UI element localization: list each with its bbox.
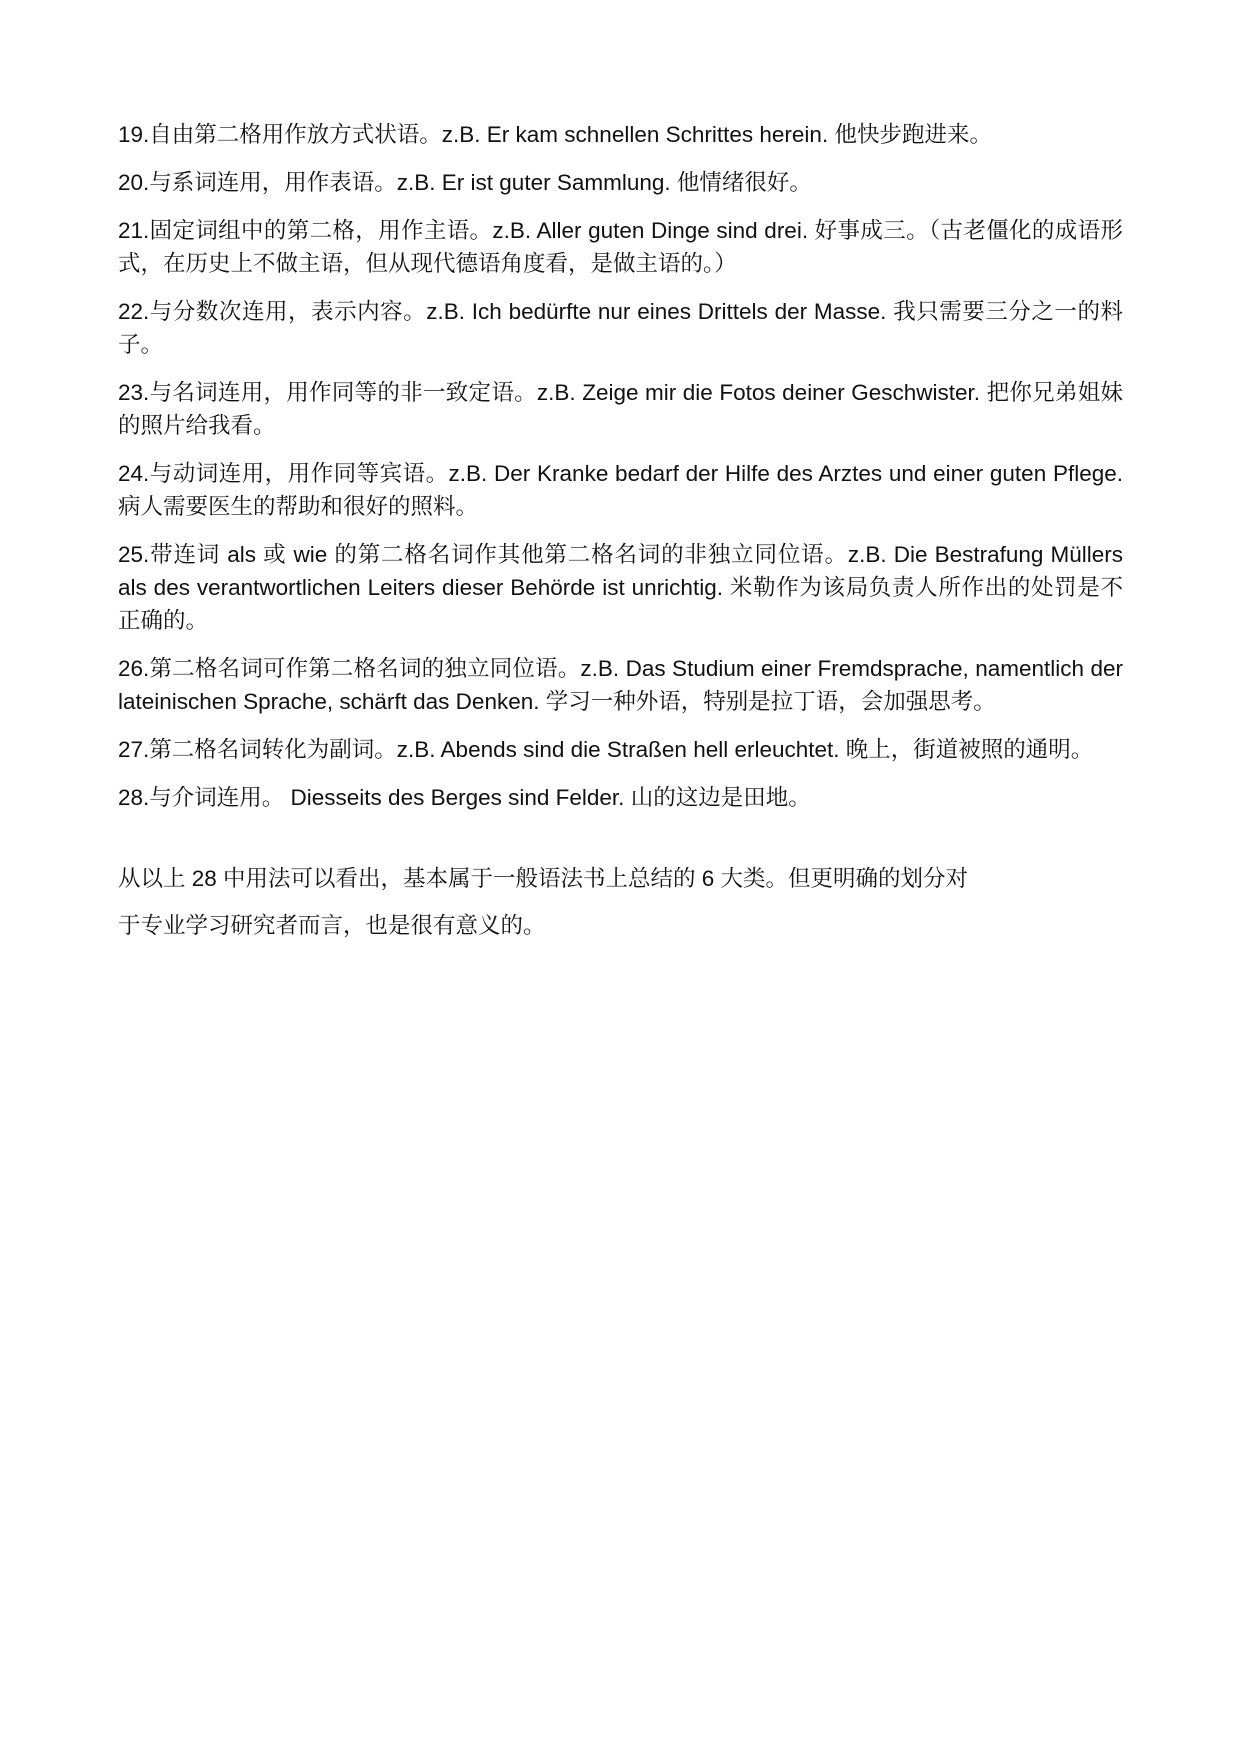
document-body (118, 118, 1123, 942)
usage-item-22: 22.与分数次连用，表示内容。z.B. Ich bedürfte nur eines Drittels der Masse. 我只需要三分之一的料子。 (118, 299, 1123, 357)
usage-item-27: 27.第二格名词转化为副词。z.B. Abends sind die Straßen hell erleuchtet. 晚上，街道被照的通明。 (118, 737, 1094, 762)
usage-item-19: 19.自由第二格用作放方式状语。z.B. Er kam schnellen Schrittes herein. 他快步跑进来。 (118, 122, 992, 147)
usage-item-28: 28.与介词连用。 Diesseits des Berges sind Felder. 山的这边是田地。 (118, 785, 811, 810)
summary-line-2: 于专业学习研究者而言，也是很有意义的。 (118, 913, 546, 938)
usage-item-25: 25.带连词 als 或 wie 的第二格名词作其他第二格名词的非独立同位语。z.B. Die Bestrafung Müllers als des verantwortlichen Leiters dieser Behörde ist unrichtig. 米勒作为该局负责人所作出的处罚是不正确的。 (118, 542, 1123, 633)
summary-paragraph (118, 862, 1123, 942)
usage-item-20: 20.与系词连用，用作表语。z.B. Er ist guter Sammlung. 他情绪很好。 (118, 170, 812, 195)
usage-item-26: 26.第二格名词可作第二格名词的独立同位语。z.B. Das Studium einer Fremdsprache, namentlich der lateinischen Sprache, schärft das Denken. 学习一种外语，特别是拉丁语，会加强思考。 (118, 656, 1123, 714)
usage-item-24: 24.与动词连用，用作同等宾语。z.B. Der Kranke bedarf der Hilfe des Arztes und einer guten Pflege. 病人需要医生的帮助和很好的照料。 (118, 461, 1123, 519)
summary-line-1: 从以上 28 中用法可以看出，基本属于一般语法书上总结的 6 大类。但更明确的划分对 (118, 866, 969, 891)
usage-item-23: 23.与名词连用，用作同等的非一致定语。z.B. Zeige mir die Fotos deiner Geschwister. 把你兄弟姐妹的照片给我看。 (118, 380, 1123, 438)
usage-item-21: 21.固定词组中的第二格，用作主语。z.B. Aller guten Dinge sind drei. 好事成三。（古老僵化的成语形式，在历史上不做主语，但从现代德语角度看，是做主语的。） (118, 218, 1123, 276)
